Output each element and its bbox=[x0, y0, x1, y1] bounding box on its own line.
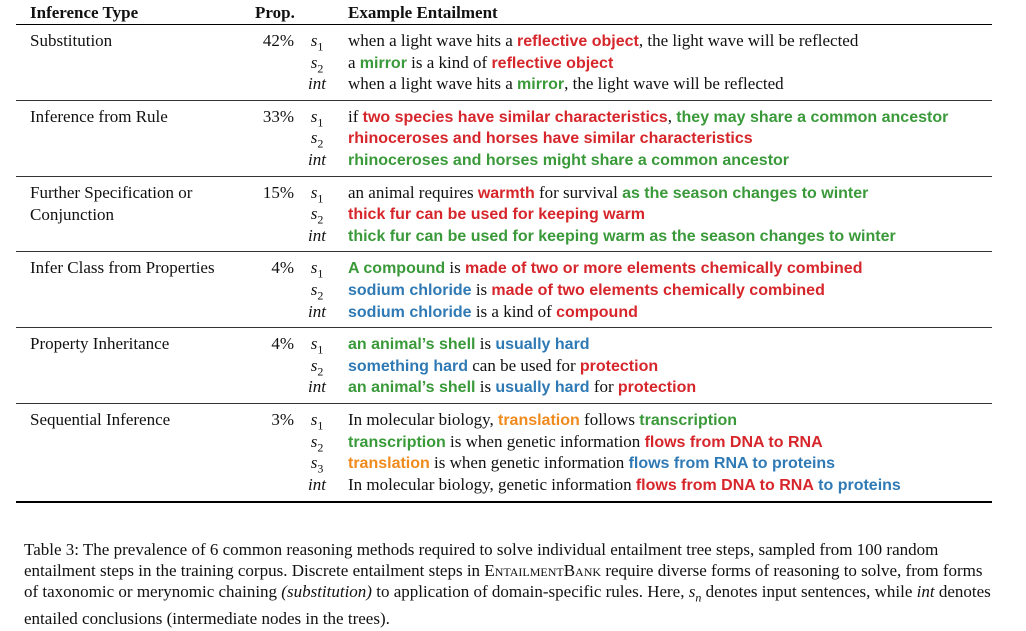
highlighted-phrase: mirror bbox=[517, 76, 565, 94]
highlighted-phrase: warmth bbox=[477, 184, 535, 202]
entailment-line bbox=[16, 474, 992, 496]
sentence-text bbox=[348, 53, 613, 74]
inference-type: Inference from Rule bbox=[30, 106, 168, 126]
plain-text: an animal requires bbox=[348, 182, 478, 202]
highlighted-phrase: made of two elements chemically combined bbox=[491, 281, 825, 299]
highlighted-phrase: thick fur can be used for keeping warm bbox=[348, 206, 645, 224]
sentence-label: $s_2$ bbox=[310, 52, 324, 75]
highlighted-phrase: flows from DNA to RNA bbox=[644, 433, 823, 451]
highlighted-phrase: as the season changes to winter bbox=[622, 184, 869, 202]
highlighted-phrase: protection bbox=[617, 379, 697, 397]
table-row bbox=[16, 328, 992, 404]
highlighted-phrase: reflective object bbox=[491, 54, 614, 72]
plain-text: when a light wave hits a bbox=[348, 31, 518, 50]
entailment-line bbox=[16, 203, 992, 225]
highlighted-phrase: rhinoceroses and horses might share a common ancestor bbox=[348, 151, 790, 169]
sentence-text bbox=[348, 107, 948, 128]
caption-label: Table 3: bbox=[24, 540, 79, 559]
plain-text: is bbox=[445, 258, 466, 278]
plain-text: is bbox=[471, 279, 492, 299]
col-header-prop: Prop. bbox=[255, 3, 295, 22]
sentence-text bbox=[348, 356, 658, 377]
plain-text: is when genetic information bbox=[429, 453, 629, 473]
caption-text-1: The prevalence of 6 common reasoning methods required to solve individual entailment tree steps, sampled from 100 random entailment steps in the training corpus. Discrete entailment steps in bbox=[24, 540, 939, 580]
entailment-line bbox=[16, 333, 992, 355]
sentence-label: $s_1$ bbox=[310, 31, 324, 54]
proportion: 4% bbox=[271, 334, 294, 354]
plain-text: follows bbox=[579, 409, 640, 429]
sentence-label: int bbox=[308, 149, 326, 169]
highlighted-phrase: translation bbox=[348, 455, 430, 473]
plain-text: is bbox=[475, 334, 496, 354]
caption-text-5: denotes entailed conclusions (intermediate nodes in the trees). bbox=[24, 582, 991, 629]
entailment-line bbox=[16, 127, 992, 149]
sentence-text bbox=[348, 74, 784, 95]
highlighted-phrase: they may share a common ancestor bbox=[676, 108, 949, 126]
table-body bbox=[16, 25, 992, 503]
sentence-text bbox=[348, 204, 645, 225]
sentence-label: $s_2$ bbox=[310, 204, 324, 227]
sentence-label: $s_1$ bbox=[310, 182, 324, 205]
sentence-label: int bbox=[308, 74, 326, 94]
sentence-label: int bbox=[308, 377, 326, 397]
sentence-text bbox=[348, 302, 638, 323]
col-header-example: Example Entailment bbox=[348, 3, 498, 22]
entailment-line bbox=[16, 225, 992, 247]
highlighted-phrase: something hard bbox=[348, 357, 469, 375]
proportion: 33% bbox=[262, 106, 294, 126]
sentence-label: $s_2$ bbox=[310, 355, 324, 379]
entailment-line bbox=[16, 301, 992, 323]
entailment-line bbox=[16, 431, 992, 453]
sentence-text bbox=[348, 226, 896, 247]
highlighted-phrase: flows from RNA to proteins bbox=[628, 455, 836, 473]
plain-text: a bbox=[348, 52, 360, 72]
table-row bbox=[16, 252, 992, 328]
plain-text: is bbox=[475, 377, 496, 397]
plain-text: is a kind of bbox=[471, 301, 557, 321]
inference-type: Property Inheritance bbox=[30, 334, 170, 354]
plain-text: for survival bbox=[534, 182, 623, 202]
sentence-text bbox=[348, 150, 789, 171]
highlighted-phrase: usually hard bbox=[495, 336, 590, 354]
highlighted-phrase: A compound bbox=[348, 260, 446, 278]
highlighted-phrase: compound bbox=[556, 303, 638, 321]
highlighted-phrase: made of two or more elements chemically combined bbox=[465, 260, 863, 278]
sentence-text bbox=[348, 183, 868, 204]
highlighted-phrase: transcription bbox=[639, 411, 738, 429]
entailment-line bbox=[16, 30, 992, 52]
plain-text: when a light wave hits a bbox=[348, 74, 518, 94]
sentence-text bbox=[348, 410, 737, 431]
plain-text: In molecular biology, genetic information bbox=[348, 474, 636, 494]
proportion: 42% bbox=[262, 31, 294, 50]
sentence-text bbox=[348, 31, 858, 52]
sentence-text bbox=[348, 258, 862, 279]
proportion: 15% bbox=[262, 182, 294, 202]
highlighted-phrase: reflective object bbox=[517, 33, 639, 50]
sentence-label: $s_1$ bbox=[310, 334, 324, 357]
entailment-line bbox=[16, 52, 992, 74]
highlighted-phrase: translation bbox=[497, 411, 580, 429]
inference-type: Substitution bbox=[30, 31, 113, 50]
caption-text-4: denotes input sentences, while bbox=[701, 582, 917, 601]
sentence-text bbox=[348, 128, 753, 149]
table-row bbox=[16, 25, 992, 101]
table-header bbox=[16, 0, 992, 25]
highlighted-phrase: sodium chloride bbox=[348, 303, 472, 321]
entailment-line bbox=[16, 257, 992, 279]
sentence-label: int bbox=[308, 301, 326, 321]
plain-text: for bbox=[589, 377, 618, 397]
sentence-label: $s_1$ bbox=[310, 106, 324, 130]
inference-type: Infer Class from Properties bbox=[30, 258, 215, 278]
plain-text: if bbox=[348, 106, 363, 126]
highlighted-phrase: sodium chloride bbox=[348, 281, 472, 299]
highlighted-phrase: transcription bbox=[348, 433, 446, 451]
plain-text: can be used for bbox=[468, 355, 580, 375]
highlighted-phrase: two species have similar characteristics bbox=[362, 108, 668, 126]
plain-text: In molecular biology, bbox=[348, 409, 498, 429]
highlighted-phrase: rhinoceroses and horses have similar characteristics bbox=[348, 130, 753, 148]
highlighted-phrase: mirror bbox=[359, 54, 407, 72]
plain-text: , the light wave will be reflected bbox=[638, 31, 859, 50]
proportion: 4% bbox=[271, 258, 294, 278]
plain-text: , the light wave will be reflected bbox=[564, 74, 784, 94]
caption-substitution: (substitution) bbox=[281, 582, 372, 601]
plain-text: , bbox=[667, 106, 677, 126]
entailment-line bbox=[16, 409, 992, 431]
sentence-text bbox=[348, 280, 825, 301]
highlighted-phrase: flows from DNA to RNA bbox=[635, 476, 814, 494]
plain-text: is a kind of bbox=[406, 52, 492, 72]
sentence-label: $s_2$ bbox=[310, 128, 324, 151]
entailment-table bbox=[16, 0, 992, 503]
proportion: 3% bbox=[271, 409, 294, 429]
col-header-type: Inference Type bbox=[30, 3, 139, 22]
highlighted-phrase: an animal’s shell bbox=[348, 336, 476, 354]
highlighted-phrase: thick fur can be used for keeping warm as the season changes to winter bbox=[348, 227, 896, 245]
sentence-label: $s_2$ bbox=[310, 431, 324, 454]
inference-type: Further Specification or Conjunction bbox=[30, 182, 193, 224]
sentence-text bbox=[348, 475, 901, 496]
caption-int: int bbox=[916, 582, 935, 601]
entailment-line bbox=[16, 73, 992, 95]
sentence-text bbox=[348, 432, 823, 453]
highlighted-phrase: protection bbox=[579, 357, 659, 375]
table-row bbox=[16, 177, 992, 253]
caption-entailmentbank: EntailmentBank bbox=[484, 561, 602, 580]
entailment-line bbox=[16, 106, 992, 128]
entailment-line bbox=[16, 279, 992, 301]
table-row bbox=[16, 404, 992, 503]
table-row bbox=[16, 101, 992, 177]
sentence-label: $s_1$ bbox=[310, 409, 324, 433]
sentence-text bbox=[348, 334, 590, 355]
entailment-line bbox=[16, 355, 992, 377]
plain-text: is when genetic information bbox=[445, 431, 645, 451]
highlighted-phrase: to proteins bbox=[818, 476, 901, 494]
caption-text-2: require diverse forms of reasoning to solve, from forms of taxonomic or merynomic chaining bbox=[24, 561, 983, 601]
caption-sn: $s_n$ bbox=[688, 582, 702, 605]
entailment-line bbox=[16, 452, 992, 474]
highlighted-phrase: usually hard bbox=[495, 379, 590, 397]
entailment-line bbox=[16, 376, 992, 398]
sentence-label: int bbox=[308, 474, 326, 494]
sentence-label: $s_1$ bbox=[310, 258, 324, 281]
inference-type: Sequential Inference bbox=[30, 409, 171, 429]
table-caption bbox=[24, 539, 1000, 629]
entailment-line bbox=[16, 182, 992, 204]
sentence-text bbox=[348, 377, 696, 398]
sentence-label: $s_3$ bbox=[310, 453, 324, 476]
entailment-line bbox=[16, 149, 992, 171]
sentence-text bbox=[348, 453, 835, 474]
caption-text-3: to application of domain-specific rules. Here, bbox=[371, 582, 689, 601]
highlighted-phrase: an animal’s shell bbox=[348, 379, 476, 397]
sentence-label: int bbox=[308, 225, 326, 245]
sentence-label: $s_2$ bbox=[310, 279, 324, 303]
